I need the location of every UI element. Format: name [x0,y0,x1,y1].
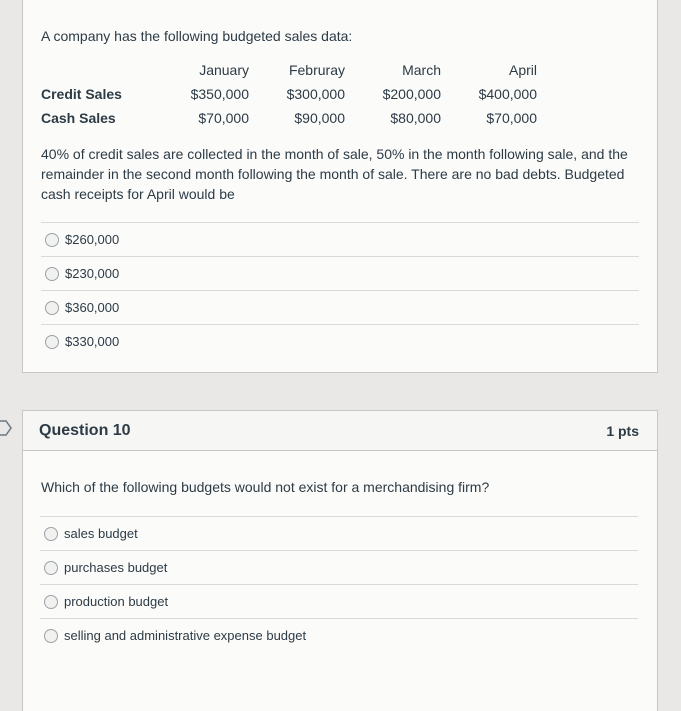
month-header: Februray [288,62,345,78]
answer-label: $230,000 [65,266,120,281]
answer-option[interactable] [40,550,638,584]
answer-label: $360,000 [65,300,120,315]
answer-label: $330,000 [65,334,120,349]
budgeted-sales-table [41,58,537,130]
question-9-panel [22,0,658,373]
answer-option[interactable] [41,222,639,256]
answer-option[interactable] [40,584,638,618]
radio-icon[interactable] [45,335,59,349]
radio-icon[interactable] [44,527,58,541]
table-row [41,82,537,106]
question-10-answers [40,516,638,652]
row-label: Cash Sales [41,110,116,126]
table-cell: $300,000 [286,86,345,102]
question-title: Question 10 [39,421,131,439]
answer-option[interactable] [40,516,638,550]
table-cell: $350,000 [190,86,249,102]
table-row [41,106,537,130]
radio-icon[interactable] [45,233,59,247]
question-9-answers [41,222,639,358]
answer-option[interactable] [40,618,638,652]
answer-label: sales budget [64,526,138,541]
answer-option[interactable] [41,290,639,324]
radio-icon[interactable] [44,629,58,643]
table-cell: $200,000 [382,86,441,102]
answer-label: production budget [64,594,169,609]
month-header: April [508,62,537,78]
question-9-text: 40% of credit sales are collected in the month of sale, 50% in the month following sale, and the remainder in the second month following the month of sale. There are no bad debts. Budgeted cash receipts for April would be [41,146,628,202]
row-label: Credit Sales [41,86,122,102]
table-cell: $80,000 [390,110,441,126]
radio-icon[interactable] [45,267,59,281]
answer-option[interactable] [41,324,639,358]
question-10-header [23,411,657,451]
radio-icon[interactable] [44,561,58,575]
question-10-text: Which of the following budgets would not exist for a merchandising firm? [41,479,490,495]
month-header: January [199,62,249,78]
question-9-intro: A company has the following budgeted sales data: [41,28,353,44]
answer-option[interactable] [41,256,639,290]
radio-icon[interactable] [45,301,59,315]
flag-icon[interactable] [0,418,12,438]
table-cell: $90,000 [294,110,345,126]
question-points: 1 pts [606,422,639,439]
answer-label: selling and administrative expense budget [64,628,307,643]
month-header: March [402,62,441,78]
answer-label: purchases budget [64,560,168,575]
table-cell: $70,000 [486,110,537,126]
answer-label: $260,000 [65,232,120,247]
radio-icon[interactable] [44,595,58,609]
table-cell: $70,000 [198,110,249,126]
table-header-row [41,58,537,82]
table-cell: $400,000 [478,86,537,102]
